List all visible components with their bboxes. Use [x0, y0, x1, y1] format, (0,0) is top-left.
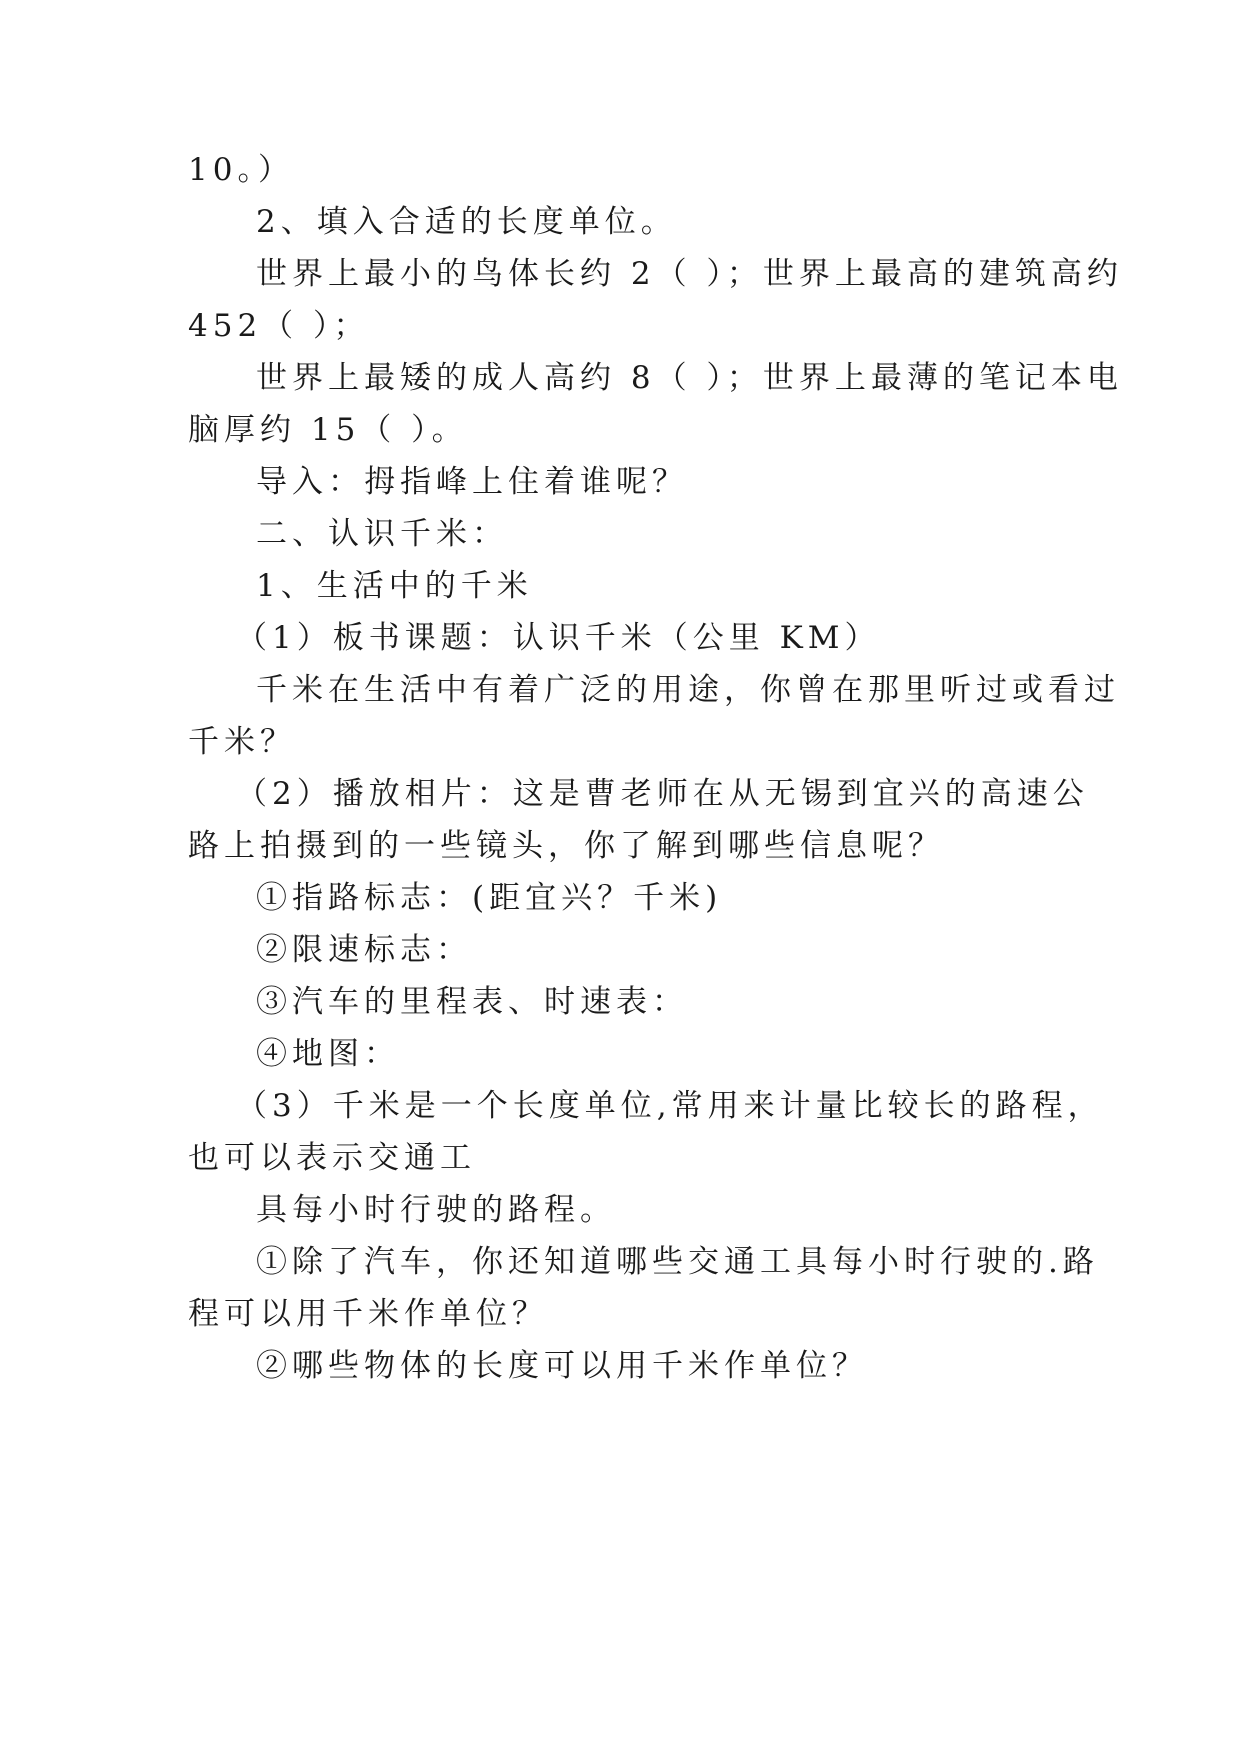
text-line: （3）千米是一个长度单位,常用来计量比较长的路程，	[236, 1088, 1104, 1124]
text-line: 世界上最小的鸟体长约 2（ ）；世界上最高的建筑高约	[256, 256, 1123, 292]
text-line: ②哪些物体的长度可以用千米作单位？	[256, 1348, 868, 1384]
text-line: ①指路标志：(距宜兴？千米)	[256, 880, 723, 916]
text-line: ①除了汽车，你还知道哪些交通工具每小时行驶的.路	[256, 1244, 1099, 1280]
subsection-heading: 1、生活中的千米	[256, 568, 533, 604]
text-line: ③汽车的里程表、时速表：	[256, 984, 688, 1020]
text-line: 452（ ）；	[188, 308, 370, 344]
text-line: ④地图：	[256, 1036, 400, 1072]
text-line: 导入：拇指峰上住着谁呢？	[256, 464, 688, 500]
text-line: 路上拍摄到的一些镜头，你了解到哪些信息呢？	[188, 828, 944, 864]
text-line: 千米在生活中有着广泛的用途，你曾在那里听过或看过	[256, 672, 1120, 708]
text-line: 程可以用千米作单位？	[188, 1296, 548, 1332]
text-line: ②限速标志：	[256, 932, 472, 968]
text-line: 脑厚约 15（ ）。	[188, 412, 468, 448]
text-line: 具每小时行驶的路程。	[256, 1192, 616, 1228]
section-heading: 二、认识千米：	[256, 516, 508, 552]
text-line: （2）播放相片：这是曹老师在从无锡到宜兴的高速公	[236, 776, 1089, 812]
text-line: 千米？	[188, 724, 296, 760]
text-line: 2、填入合适的长度单位。	[256, 204, 677, 240]
text-line: 也可以表示交通工	[188, 1140, 476, 1176]
text-line: （1）板书课题：认识千米（公里 KM）	[236, 620, 881, 656]
text-line: 10。）	[188, 152, 294, 188]
text-line: 世界上最矮的成人高约 8（ ）；世界上最薄的笔记本电	[256, 360, 1123, 396]
